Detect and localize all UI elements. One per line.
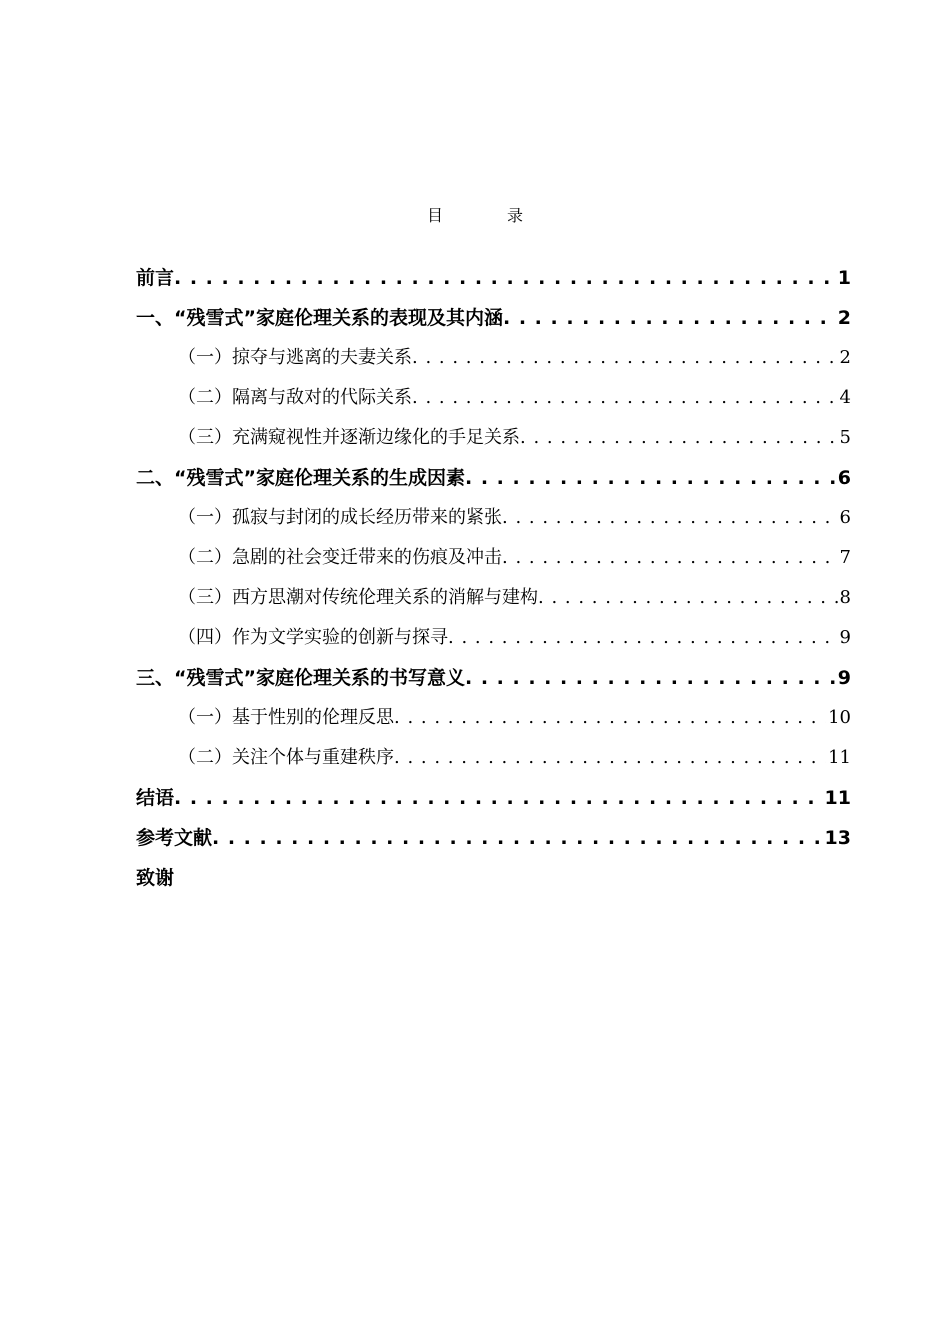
toc-entry-label: （二）急剧的社会变迁带来的伤痕及冲击 bbox=[178, 547, 502, 568]
toc-dot-leader bbox=[412, 378, 838, 418]
toc-entry-label: 一、“残雪式”家庭伦理关系的表现及其内涵 bbox=[136, 307, 503, 329]
toc-dot-leader bbox=[465, 458, 836, 498]
toc-entry-label: 结语 bbox=[136, 787, 175, 809]
toc-entry-chapter[interactable] bbox=[136, 778, 851, 818]
toc-dot-leader bbox=[174, 778, 823, 818]
toc-entry-label: 参考文献 bbox=[136, 827, 213, 849]
toc-entry-label: 二、“残雪式”家庭伦理关系的生成因素 bbox=[136, 467, 465, 489]
toc-page-number: 1 bbox=[837, 267, 851, 289]
toc-dot-leader bbox=[503, 298, 836, 338]
toc-page-number: 13 bbox=[824, 827, 851, 849]
toc-page-number: 10 bbox=[828, 707, 851, 728]
toc-entry-label: （三）西方思潮对传统伦理关系的消解与建构 bbox=[178, 587, 538, 608]
toc-page-number: 6 bbox=[839, 507, 851, 528]
table-of-contents bbox=[136, 258, 851, 898]
toc-entry-section[interactable] bbox=[136, 498, 851, 538]
toc-entry-label: （三）充满窥视性并逐渐边缘化的手足关系 bbox=[178, 427, 520, 448]
toc-entry-section[interactable] bbox=[136, 338, 851, 378]
toc-entry-chapter[interactable] bbox=[136, 298, 851, 338]
toc-title-char-1: 目 bbox=[426, 206, 443, 225]
toc-dot-leader bbox=[412, 338, 838, 378]
toc-entry-section[interactable] bbox=[136, 618, 851, 658]
toc-dot-leader bbox=[520, 418, 838, 458]
toc-page-number: 9 bbox=[839, 627, 851, 648]
toc-dot-leader bbox=[212, 818, 823, 858]
toc-entry-section[interactable] bbox=[136, 378, 851, 418]
toc-title-char-2: 录 bbox=[507, 206, 524, 225]
toc-page-number: 8 bbox=[839, 587, 851, 608]
toc-entry-label: （二）隔离与敌对的代际关系 bbox=[178, 387, 412, 408]
toc-entry-label: （一）掠夺与逃离的夫妻关系 bbox=[178, 347, 412, 368]
toc-dot-leader bbox=[465, 658, 836, 698]
toc-entry-section[interactable] bbox=[136, 418, 851, 458]
toc-page-number: 4 bbox=[839, 387, 851, 408]
toc-entry-section[interactable] bbox=[136, 698, 851, 738]
toc-dot-leader bbox=[394, 738, 826, 778]
toc-entry-section[interactable] bbox=[136, 578, 851, 618]
toc-dot-leader bbox=[174, 258, 836, 298]
toc-entry-section[interactable] bbox=[136, 738, 851, 778]
toc-page-number: 2 bbox=[837, 307, 851, 329]
toc-entry-chapter[interactable] bbox=[136, 818, 851, 858]
toc-entry-label: （一）孤寂与封闭的成长经历带来的紧张 bbox=[178, 507, 502, 528]
toc-page-number: 5 bbox=[839, 427, 851, 448]
toc-page-number: 6 bbox=[837, 467, 851, 489]
toc-dot-leader bbox=[538, 578, 838, 618]
toc-dot-leader bbox=[502, 538, 838, 578]
toc-entry-label: （四）作为文学实验的创新与探寻 bbox=[178, 627, 448, 648]
toc-title bbox=[0, 203, 950, 226]
toc-entry-label: 三、“残雪式”家庭伦理关系的书写意义 bbox=[136, 667, 465, 689]
toc-entry-chapter[interactable] bbox=[136, 258, 851, 298]
toc-entry-label: （一）基于性别的伦理反思 bbox=[178, 707, 394, 728]
toc-page-number: 7 bbox=[839, 547, 851, 568]
toc-page-number: 2 bbox=[839, 347, 851, 368]
toc-page-number: 11 bbox=[828, 747, 851, 768]
toc-entry-chapter[interactable] bbox=[136, 458, 851, 498]
toc-page-number: 11 bbox=[824, 787, 851, 809]
toc-entry-chapter[interactable] bbox=[136, 858, 851, 898]
toc-entry-label: （二）关注个体与重建秩序 bbox=[178, 747, 394, 768]
toc-entry-label: 致谢 bbox=[136, 867, 175, 889]
toc-entry-label: 前言 bbox=[136, 267, 175, 289]
toc-page-number: 9 bbox=[837, 667, 851, 689]
toc-dot-leader bbox=[502, 498, 838, 538]
toc-dot-leader bbox=[448, 618, 838, 658]
toc-dot-leader bbox=[394, 698, 826, 738]
toc-entry-chapter[interactable] bbox=[136, 658, 851, 698]
toc-entry-section[interactable] bbox=[136, 538, 851, 578]
